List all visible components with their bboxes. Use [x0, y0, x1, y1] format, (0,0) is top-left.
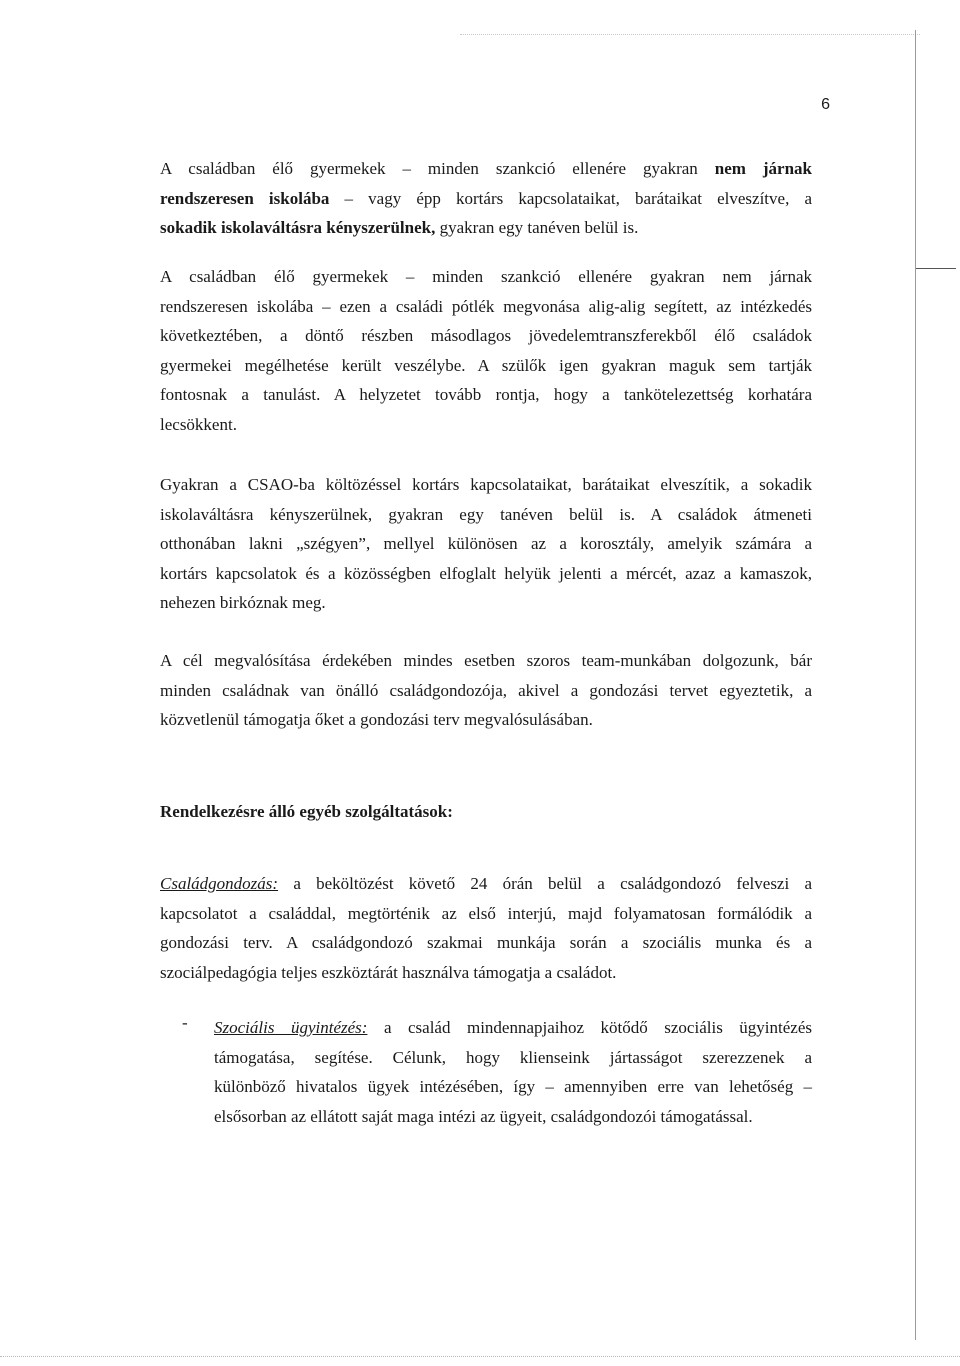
term-label: Családgondozás: [160, 874, 279, 893]
paragraph-line [160, 213, 812, 243]
paragraph-line: otthonában lakni „szégyen”, mellyel különösen az a korosztály, amelyik számára a [160, 534, 812, 553]
scan-right-edge [915, 30, 916, 1340]
text-run: a család mindennapjaihoz kötődő szociális ügyintézés [367, 1018, 813, 1037]
paragraph-line: kapcsolatot a családdal, megtörténik az első interjú, majd folyamatosan formálódik a [160, 903, 812, 923]
paragraph-1 [160, 154, 812, 243]
scan-top-edge [460, 34, 920, 36]
paragraph-line: A családban élő gyermekek – minden szankció ellenére gyakran nem járnak [160, 267, 812, 286]
paragraph-line [214, 1013, 812, 1043]
section-heading: Rendelkezésre álló egyéb szolgáltatások: [160, 802, 453, 821]
scan-bottom-edge [0, 1356, 960, 1358]
bold-text: nem járnak [714, 159, 812, 178]
paragraph-line: szociálpedagógia teljes eszköztárát használva támogatja a családot. [160, 962, 617, 982]
text-run: a beköltözést követő 24 órán belül a családgondozó felveszi a [278, 874, 812, 893]
paragraph-line: gondozási terv. A családgondozó szakmai munkája során a szociális munka és a [160, 933, 812, 952]
paragraph-line: különböző hivatalos ügyek intézésében, így – amennyiben erre van lehetőség – [214, 1077, 812, 1096]
paragraph-line: rendszeresen iskolába – ezen a családi pótlék megvonása alig-alig segített, az intézkedés [160, 296, 812, 316]
paragraph-5 [160, 869, 812, 987]
text-run: A családban élő gyermekek – minden szankció ellenére gyakran [160, 159, 715, 178]
page-number: 6 [821, 96, 830, 113]
bold-text: sokadik iskolaváltásra kényszerülnek, [160, 218, 436, 237]
list-bullet: - [182, 1013, 188, 1032]
paragraph-line: lecsökkent. [160, 414, 237, 434]
paragraph-line: gyermekei megélhetése került veszélybe. A szülők igen gyakran maguk sem tartják [160, 355, 812, 375]
paragraph-line: kortárs kapcsolatok és a közösségben elfoglalt helyük jelenti a mércét, azaz a kamaszok, [160, 563, 812, 583]
bold-text: rendszeresen iskolába [160, 188, 330, 208]
paragraph-line: Gyakran a CSAO-ba költözéssel kortárs kapcsolataikat, barátaikat elveszítik, a sokadik [160, 475, 812, 494]
paragraph-3 [160, 470, 812, 618]
paragraph-line: minden családnak van önálló családgondozója, akivel a gondozási tervet egyeztetik, a [160, 680, 812, 700]
paragraph-line [160, 154, 812, 184]
paragraph-line: fontosnak a tanulást. A helyzetet tovább rontja, hogy a tankötelezettség korhatára [160, 385, 812, 404]
paragraph-line [160, 184, 812, 214]
paragraph-line: támogatása, segítése. Célunk, hogy klienseink jártasságot szerezzenek a [214, 1047, 812, 1067]
paragraph-line: közvetlenül támogatja őket a gondozási terv megvalósulásában. [160, 710, 593, 729]
paragraph-line [160, 869, 812, 899]
scan-edge-tick [916, 268, 956, 269]
list-item [214, 1013, 812, 1131]
paragraph-line: elsősorban az ellátott saját maga intézi az ügyeit, családgondozói támogatással. [214, 1106, 753, 1126]
paragraph-2 [160, 262, 812, 439]
paragraph-line: iskolaváltásra kényszerülnek, gyakran egy tanéven belül is. A családok átmeneti [160, 504, 812, 524]
paragraph-line: nehezen birkóznak meg. [160, 593, 326, 612]
text-run: – vagy épp kortárs kapcsolataikat, barátaikat elveszítve, a [329, 188, 812, 208]
paragraph-line: következtében, a döntő részben másodlagos jövedelemtranszferekből élő családok [160, 326, 812, 345]
term-label: Szociális ügyintézés: [214, 1018, 368, 1037]
paragraph-line: A cél megvalósítása érdekében mindes esetben szoros team-munkában dolgozunk, bár [160, 651, 812, 670]
text-run: gyakran egy tanéven belül is. [435, 218, 639, 237]
paragraph-4 [160, 646, 812, 735]
